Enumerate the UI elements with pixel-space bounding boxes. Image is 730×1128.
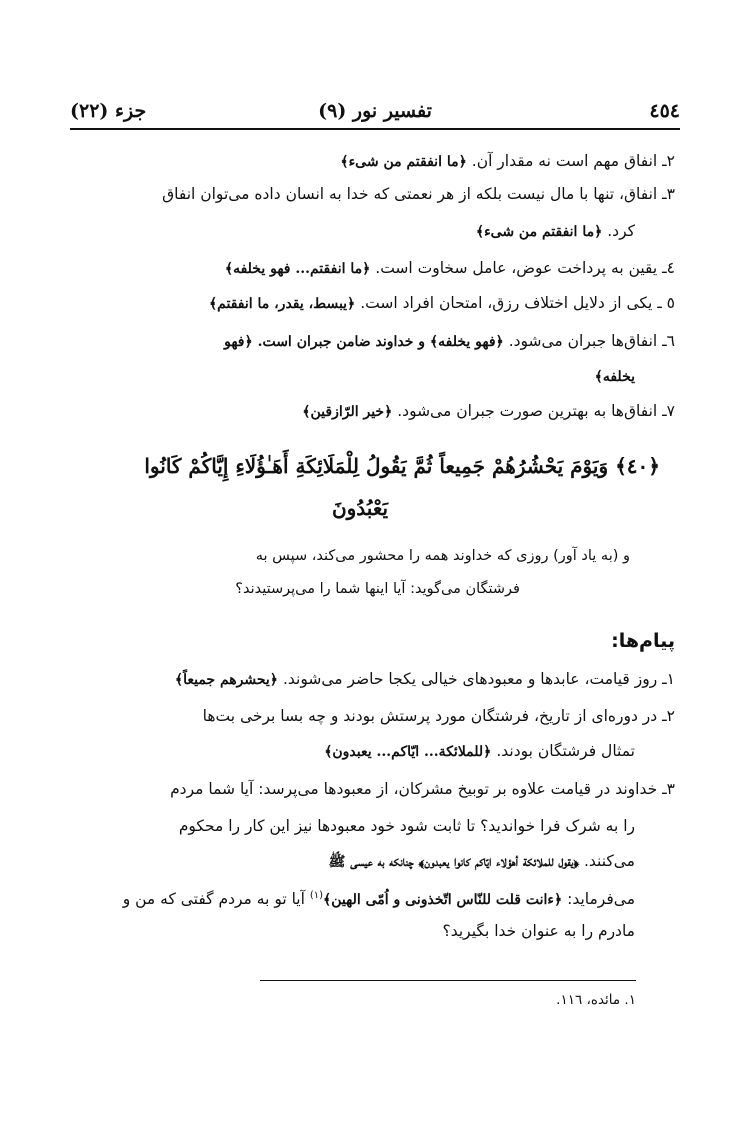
quran-verse-continued: يَعْبُدُونَ <box>331 496 389 520</box>
footnote-rule <box>260 980 636 981</box>
verse-translation: و (به یاد آور) روزی که خداوند همه را محشور می‌کند، سپس به <box>255 548 630 564</box>
footnote-reference: (۱) <box>309 890 324 901</box>
point-line: را به شرک فرا خواندید؟ تا ثابت شود خود معبودها نیز این کار را محکوم <box>178 817 635 835</box>
point-line: ۳ـ خداوند در قیامت علاوه بر توبیخ مشرکان، از معبودها می‌پرسد: آیا شما مردم <box>170 780 675 798</box>
point-line: یخلفه﴾ <box>594 369 635 385</box>
point-line: ۲ـ در دوره‌ای از تاریخ، فرشتگان مورد پرستش بودند و چه بسا برخی بت‌ها <box>202 707 675 725</box>
point-line: ٥ ـ یکی از دلایل اختلاف رزق، امتحان افراد است. ﴿یبسط، یقدر، ما انفقتم﴾ <box>208 294 675 312</box>
point-line: مادرم را به عنوان خدا بگیرید؟ <box>442 922 635 940</box>
point-line: می‌کنند. ﴿یقول للملائکة أهؤلاء ایّاکم کانوا یعبدون﴾ چنانکه به عیسی ﷺ <box>328 852 635 870</box>
juz-label: جزء (۲۲) <box>70 100 147 122</box>
quran-verse: ﴿٤٠﴾ وَيَوْمَ يَحْشُرُهُمْ جَمِيعاً ثُمَّ يَقُولُ لِلْمَلَائِكَةِ أَهَـٰؤُلَاءِ إِيَّاكُمْ كَانُوا <box>144 454 660 478</box>
point-line: ۱ـ روز قیامت، عابدها و معبودهای خیالی یکجا حاضر می‌شوند. ﴿یحشرهم جمیعاً﴾ <box>174 670 675 688</box>
point-line: ٤ـ یقین به پرداخت عوض، عامل سخاوت است. ﴿ما انفقتم... فهو یخلفه﴾ <box>224 259 675 277</box>
point-line: تمثال فرشتگان بودند. ﴿للملائکة... ایّاکم... یعبدون﴾ <box>324 742 635 760</box>
section-title: پیام‌ها: <box>611 630 675 652</box>
point-line: می‌فرماید: ﴿ءانت قلت للنّاس اتّخذونی و اُمّی الهین﴾$^{(۱)}$ آیا تو به مردم گفتی که من و <box>122 890 635 909</box>
point-line: ۳ـ انفاق، تنها با مال نیست بلکه از هر نعمتی که خدا به انسان داده می‌توان انفاق <box>162 185 675 203</box>
verse-translation-continued: فرشتگان می‌گوید: آیا اینها شما را می‌پرستیدند؟ <box>235 581 520 597</box>
page-number: ٤٥٤ <box>649 100 680 122</box>
point-line: ۲ـ انفاق مهم است نه مقدار آن. ﴿ما انفقتم من شیء﴾ <box>340 152 675 170</box>
book-title: تفسیر نور (۹) <box>318 100 432 122</box>
footnote: ۱. مائده، ۱۱٦. <box>556 992 636 1008</box>
header-rule <box>70 128 680 130</box>
page-header <box>70 100 680 126</box>
point-line: ٦ـ انفاق‌ها جبران می‌شود. ﴿فهو یخلفه﴾ و خداوند ضامن جبران است. ﴿فهو <box>224 332 675 350</box>
point-line: کرد. ﴿ما انفقتم من شیء﴾ <box>475 222 635 240</box>
point-line: ۷ـ انفاق‌ها به بهترین صورت جبران می‌شود. ﴿خیر الرّازقین﴾ <box>302 402 675 420</box>
